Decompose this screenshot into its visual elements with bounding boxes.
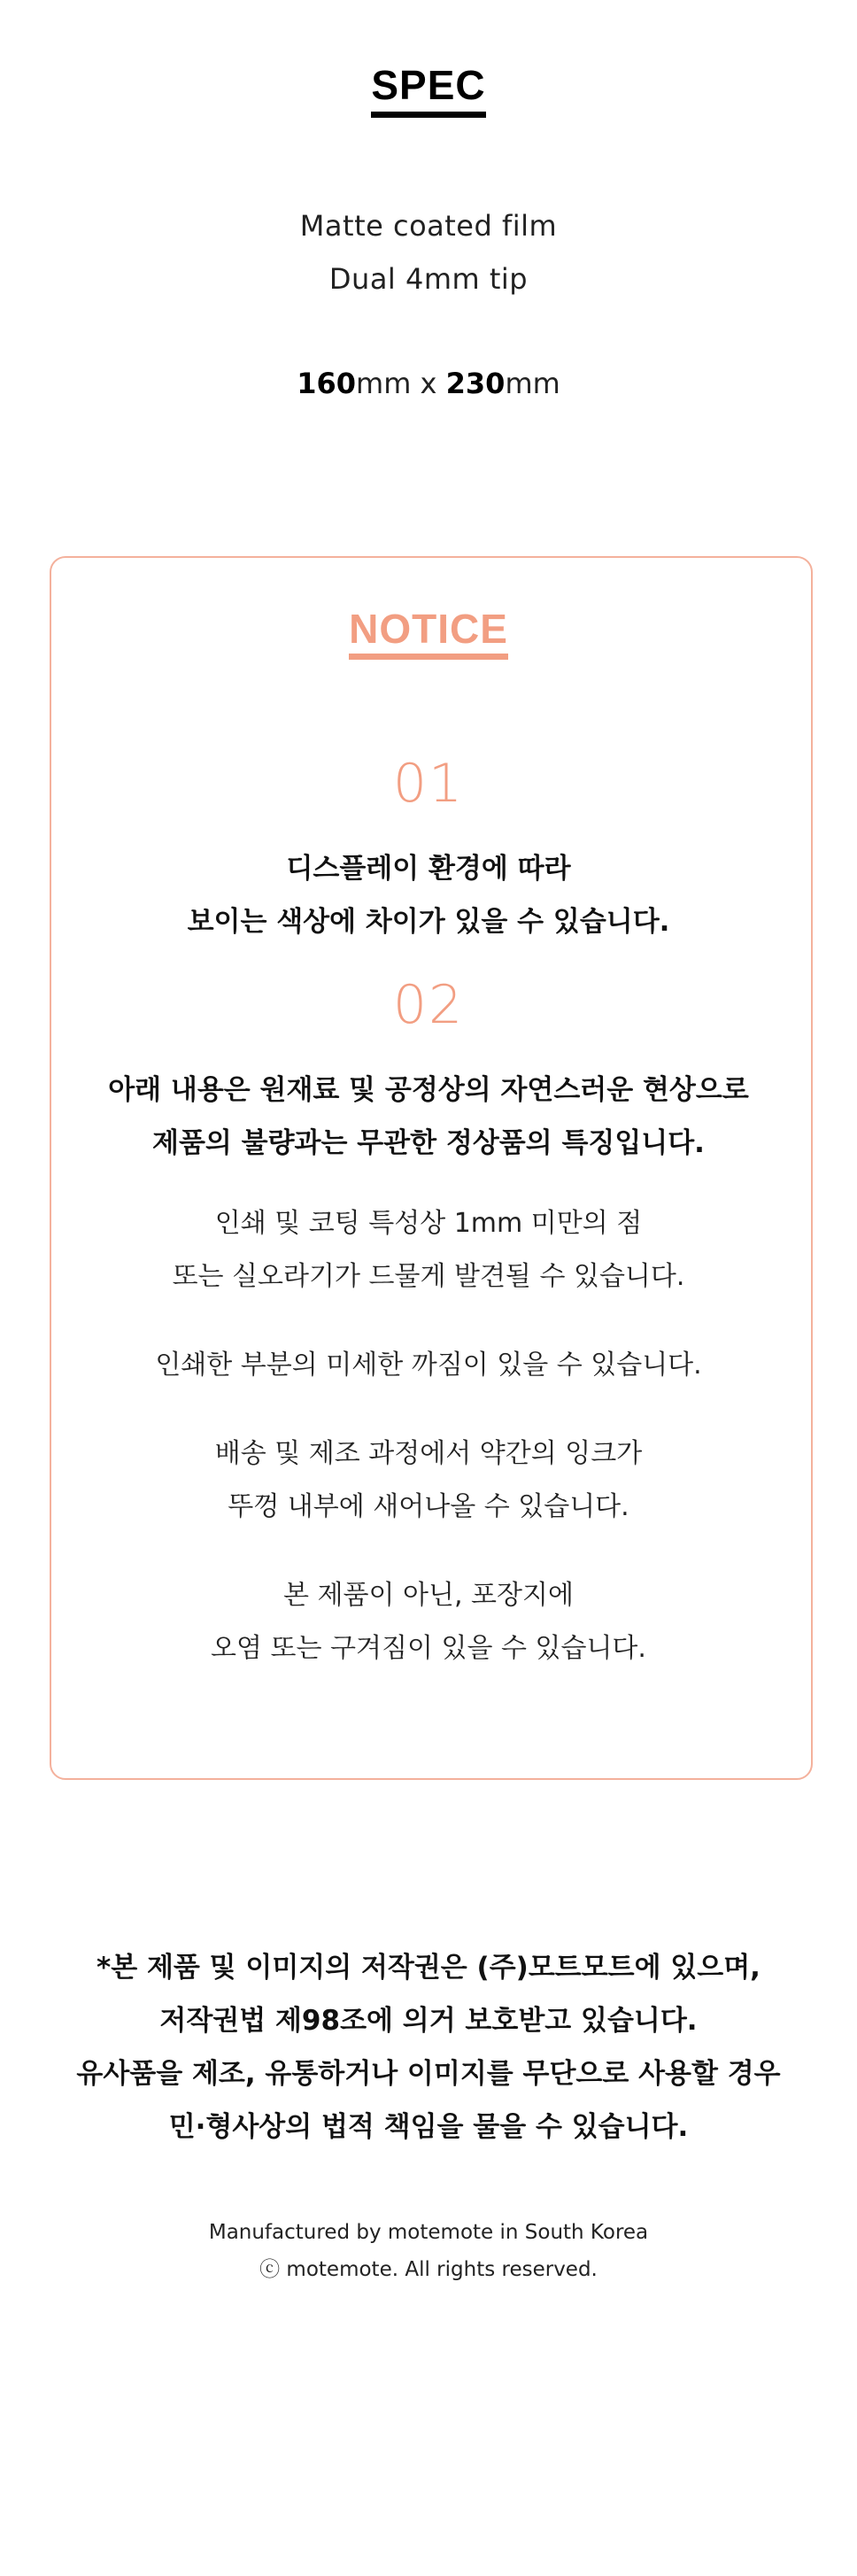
notice-detail-1: 인쇄 및 코팅 특성상 1mm 미만의 점 <box>214 1208 643 1239</box>
spec-height-unit: mm <box>505 367 560 400</box>
spec-material: Matte coated film <box>299 209 558 243</box>
spec-width-unit: mm x <box>356 367 446 400</box>
notice-detail-2: 또는 실오라기가 드물게 발견될 수 있습니다. <box>172 1261 685 1292</box>
notice-number-01: 01 <box>392 753 465 815</box>
spec-height-value: 230 <box>445 367 506 400</box>
spec-tip: Dual 4mm tip <box>328 262 529 296</box>
copyright-line-1: *본 제품 및 이미지의 저작권은 (주)모트모트에 있으며, <box>97 1952 760 1984</box>
copyright-line-2: 저작권법 제98조에 의거 보호받고 있습니다. <box>159 2005 698 2037</box>
notice-01-line-2: 보이는 색상에 차이가 있을 수 있습니다. <box>187 906 670 938</box>
rights-line: ⓒ motemote. All rights reserved. <box>259 2258 598 2281</box>
copyright-line-3: 유사품을 제조, 유통하거나 이미지를 무단으로 사용할 경우 <box>76 2058 781 2090</box>
notice-detail-4: 배송 및 제조 과정에서 약간의 잉크가 <box>214 1438 643 1469</box>
notice-02-line-2: 제품의 불량과는 무관한 정상품의 특징입니다. <box>152 1127 705 1159</box>
notice-detail-7: 오염 또는 구겨짐이 있을 수 있습니다. <box>211 1633 646 1664</box>
notice-02-line-1: 아래 내용은 원재료 및 공정상의 자연스러운 현상으로 <box>108 1074 749 1106</box>
notice-title: NOTICE <box>349 607 508 660</box>
manufacturer-line: Manufactured by motemote in South Korea <box>208 2221 649 2244</box>
notice-detail-3: 인쇄한 부분의 미세한 까짐이 있을 수 있습니다. <box>155 1350 702 1381</box>
notice-detail-6: 본 제품이 아닌, 포장지에 <box>283 1580 574 1611</box>
copyright-line-4: 민·형사상의 법적 책임을 물을 수 있습니다. <box>168 2111 689 2143</box>
notice-detail-5: 뚜껑 내부에 새어나올 수 있습니다. <box>228 1491 629 1522</box>
spec-heading <box>0 64 857 118</box>
spec-width-value: 160 <box>297 367 357 400</box>
spec-size <box>0 367 857 400</box>
notice-number-02: 02 <box>392 974 465 1036</box>
notice-heading <box>0 607 857 660</box>
spec-title: SPEC <box>371 64 485 118</box>
notice-01-line-1: 디스플레이 환경에 따라 <box>286 853 571 885</box>
